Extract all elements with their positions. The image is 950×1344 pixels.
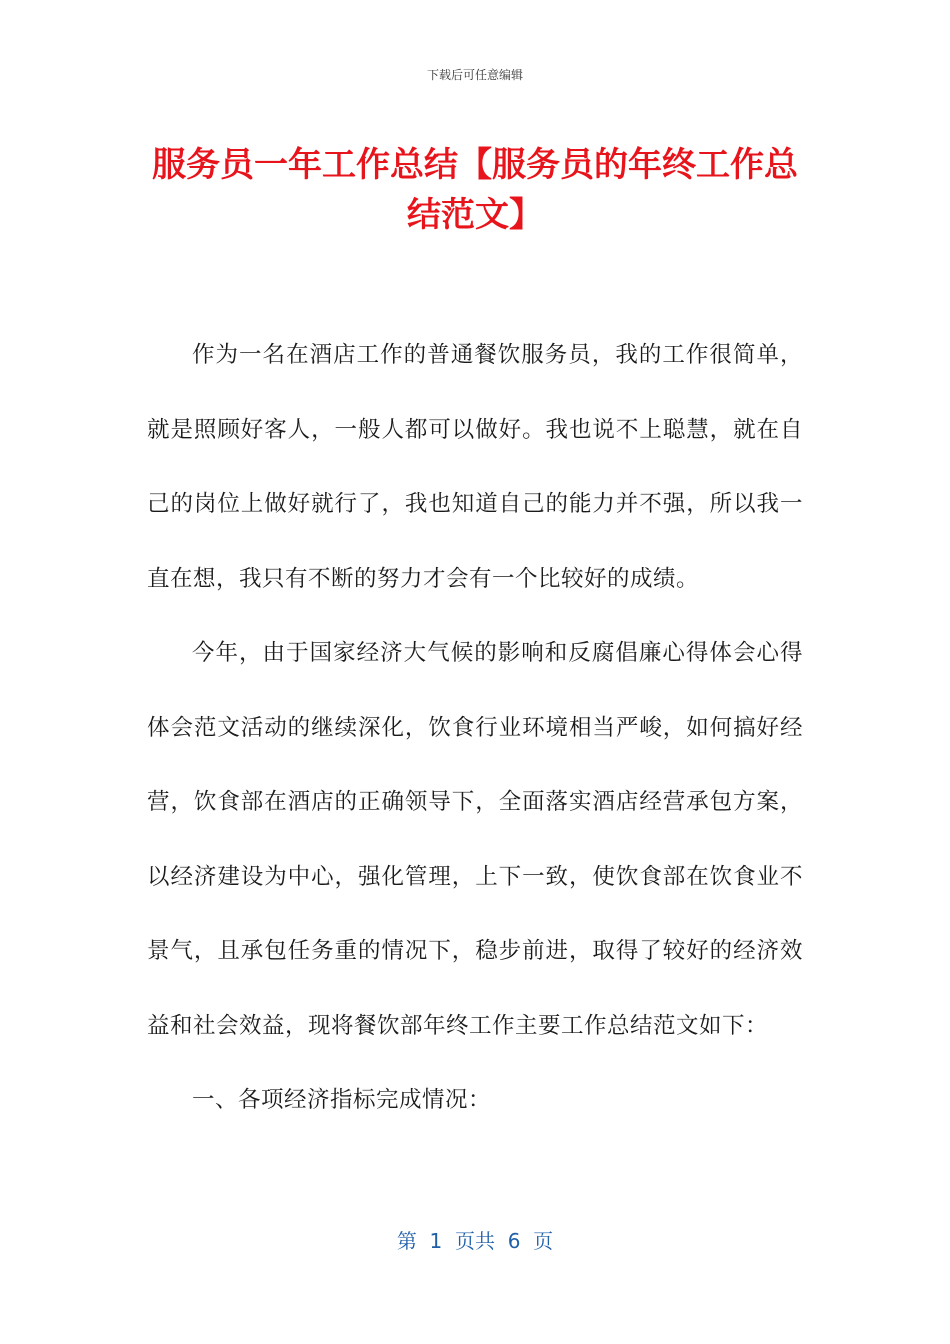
footer-suffix: 页	[520, 1229, 554, 1253]
header-note: 下载后可任意编辑	[426, 68, 523, 82]
section-heading: 一、各项经济指标完成情况：	[192, 1087, 492, 1113]
footer-prefix: 第	[396, 1229, 430, 1253]
document-body	[147, 318, 803, 1138]
document-title: 服务员一年工作总结【服务员的年终工作总结范文】	[152, 145, 798, 235]
footer-middle: 页共	[442, 1229, 508, 1253]
total-page-count: 6	[507, 1229, 521, 1253]
page-number-footer	[0, 1225, 950, 1254]
paragraph: 作为一名在酒店工作的普通餐饮服务员，我的工作很简单，就是照顾好客人，一般人都可以做好。我也说不上聪慧，就在自己的岗位上做好就行了，我也知道自己的能力并不强，所以我一直在想，我只有不断的努力才会有一个比较好的成绩。	[147, 342, 803, 592]
paragraph: 今年，由于国家经济大气候的影响和反腐倡廉心得体会心得体会范文活动的继续深化，饮食行业环境相当严峻，如何搞好经营，饮食部在酒店的正确领导下，全面落实酒店经营承包方案，以经济建设为中心，强化管理，上下一致，使饮食部在饮食业不景气，且承包任务重的情况下，稳步前进，取得了较好的经济效益和社会效益，现将餐饮部年终工作主要工作总结范文如下：	[147, 640, 803, 1039]
current-page-number: 1	[429, 1229, 443, 1253]
